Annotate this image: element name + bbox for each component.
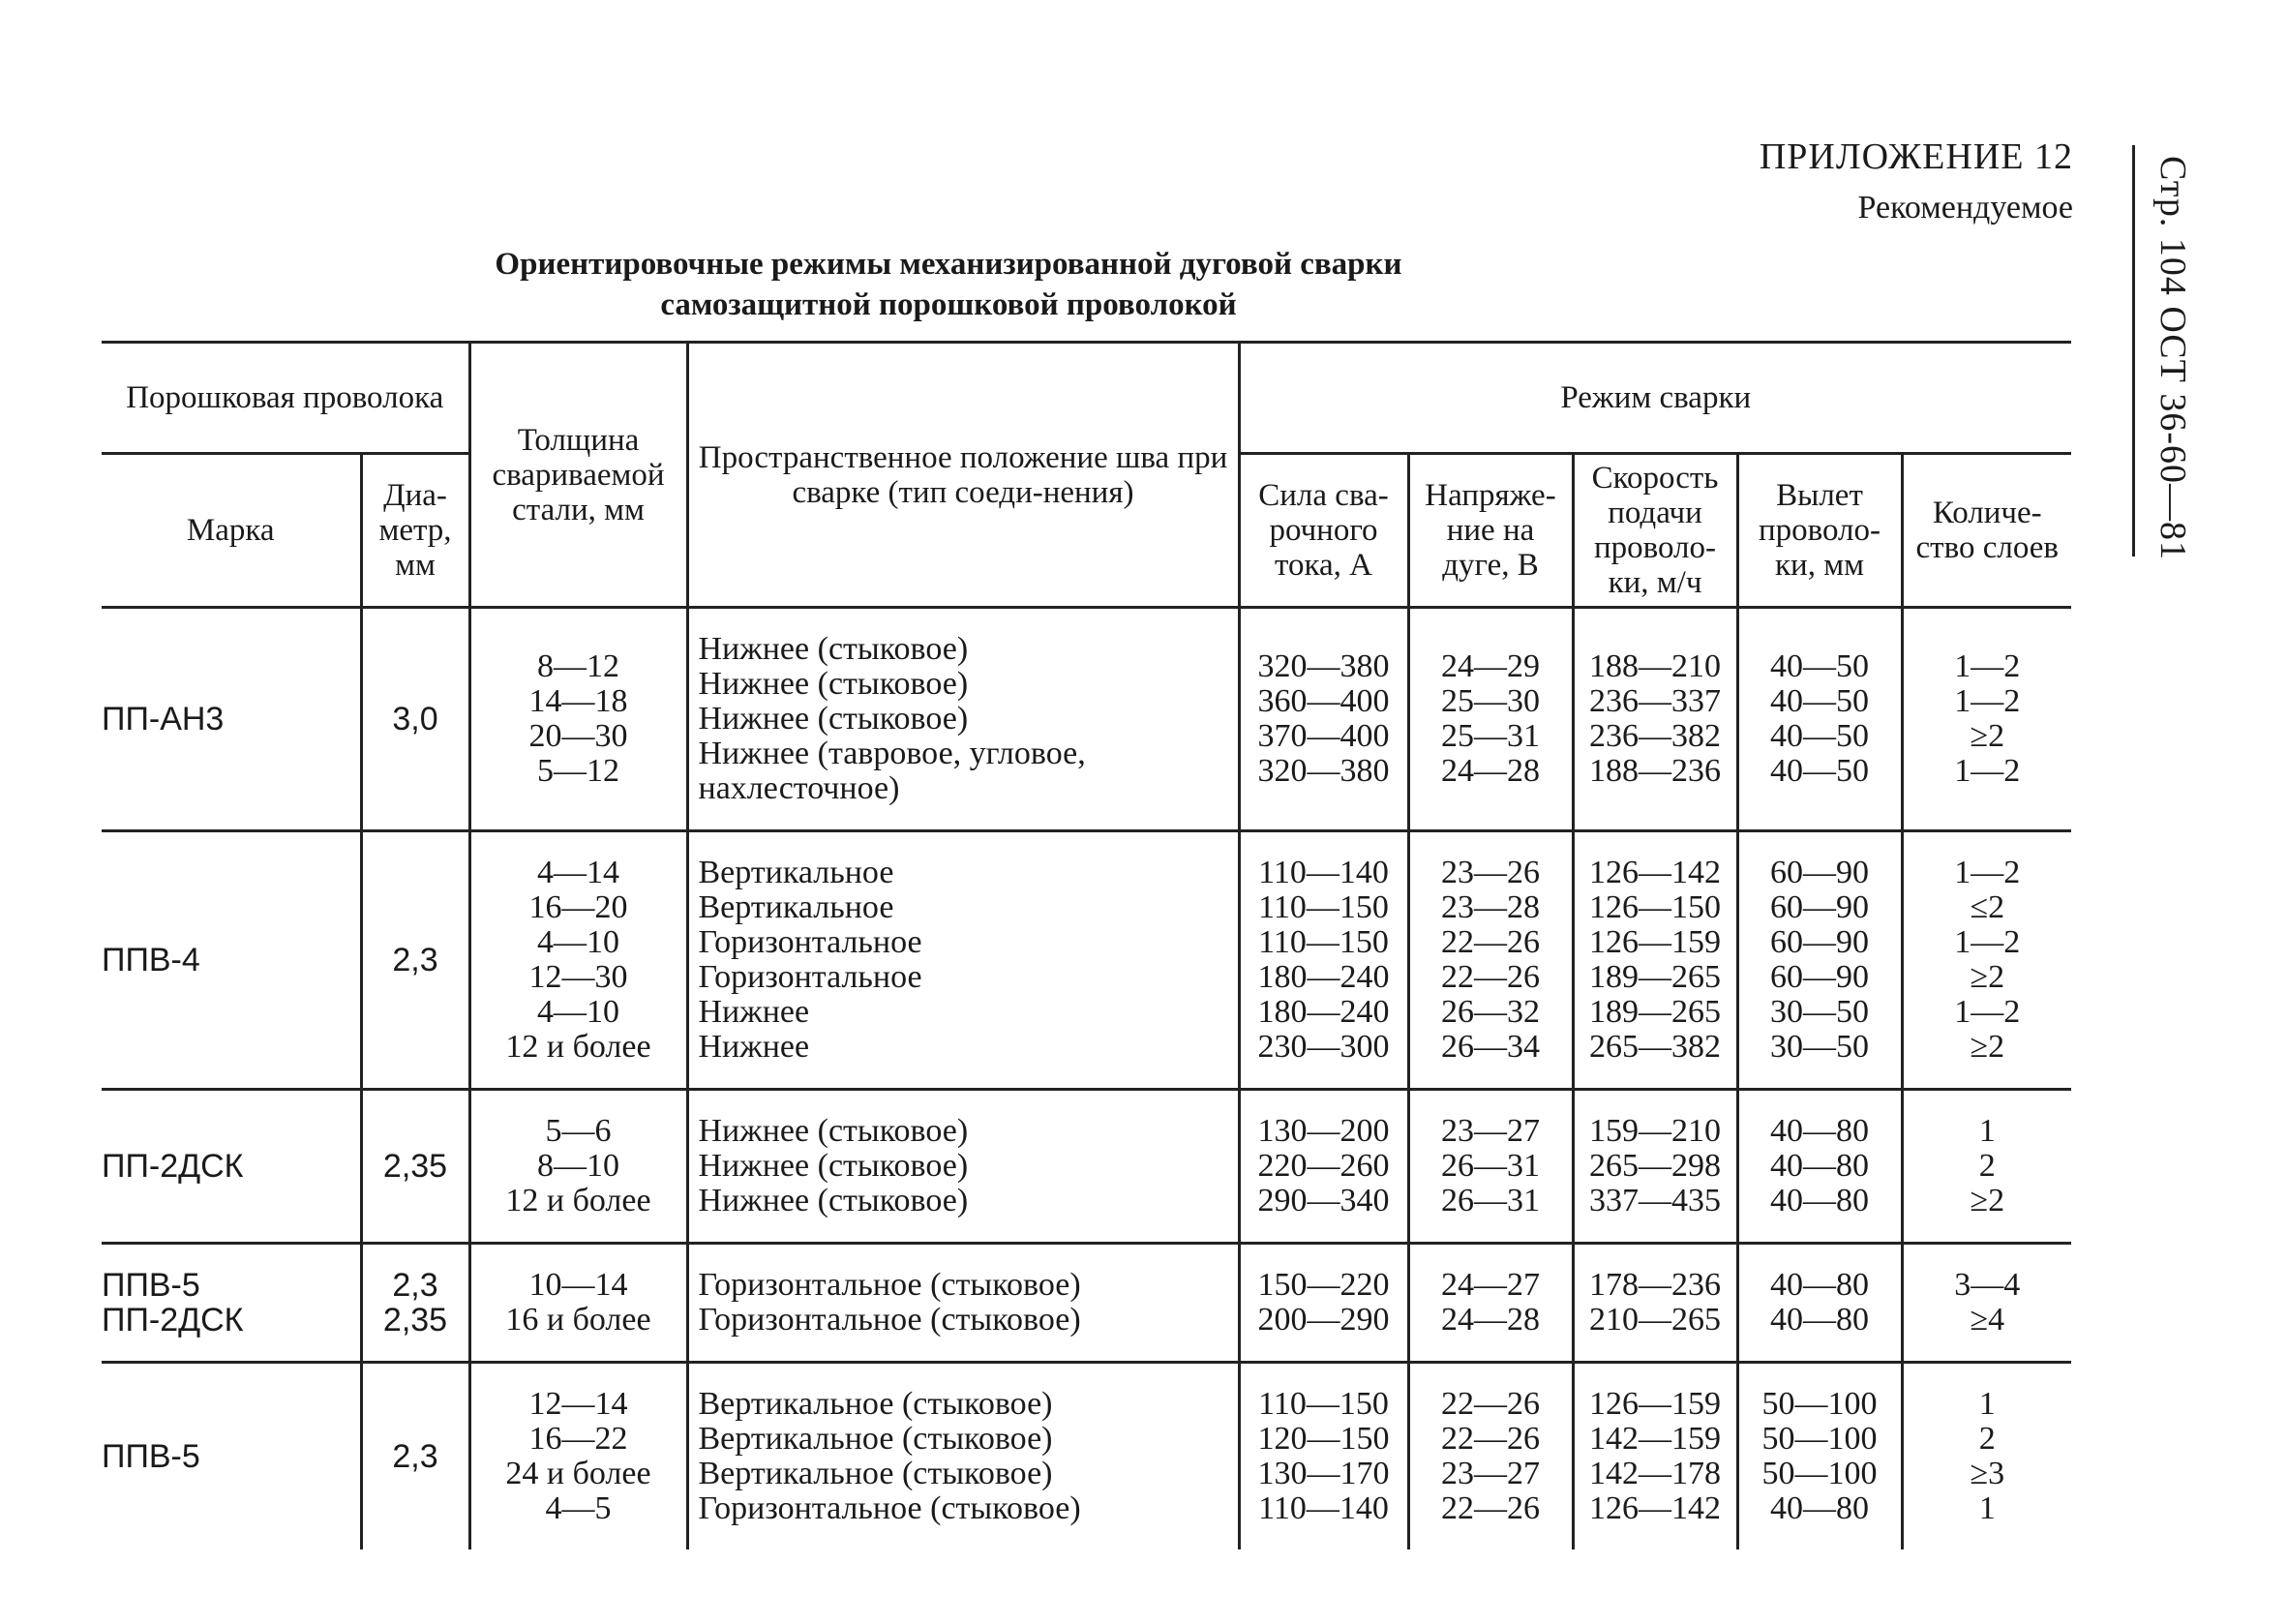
thickness-value: 4—10 <box>537 994 619 1030</box>
cell-feed-speed <box>1573 1244 1737 1363</box>
layers-value: 2 <box>1978 1421 1996 1457</box>
diameter-value: 2,35 <box>382 1148 448 1185</box>
layers-value: ≥3 <box>1970 1456 2005 1491</box>
voltage-value: 23—27 <box>1441 1456 1540 1491</box>
feed-speed-list <box>1584 649 1727 789</box>
thickness-value: 24 и более <box>505 1456 651 1491</box>
thickness-value: 4—10 <box>537 924 619 960</box>
side-document-code: Стр. 104 ОСТ 36-60—81 <box>2152 155 2194 561</box>
position-value: Горизонтальное (стыковое) <box>698 1490 1081 1526</box>
title-line-1: Ориентировочные режимы механизированной дуговой сварки <box>495 247 1402 282</box>
current-value: 110—150 <box>1258 924 1389 960</box>
feed-speed-value: 126—159 <box>1589 924 1721 960</box>
current-list <box>1250 856 1398 1065</box>
welding-modes-table <box>102 341 2071 1549</box>
thickness-value: 12—30 <box>528 959 628 995</box>
table-body <box>102 608 2071 1550</box>
cell-layers <box>1902 1363 2071 1550</box>
layers-list <box>1913 649 2062 789</box>
current-list <box>1250 649 1398 789</box>
position-value: Нижнее (стыковое) <box>698 1113 969 1149</box>
voltage-value: 22—26 <box>1441 1386 1540 1422</box>
table-row <box>102 1363 2071 1550</box>
stickout-list <box>1749 1114 1891 1218</box>
voltage-value: 23—28 <box>1441 889 1540 925</box>
stickout-value: 60—90 <box>1770 855 1869 890</box>
thickness-list <box>481 1268 677 1338</box>
current-value: 200—290 <box>1257 1302 1390 1338</box>
thickness-value: 12 и более <box>505 1183 651 1218</box>
thickness-value: 12—14 <box>528 1386 628 1422</box>
cell-diameter <box>361 1363 469 1550</box>
thickness-value: 5—6 <box>545 1113 612 1149</box>
layers-value: 1—2 <box>1954 753 2021 789</box>
stickout-value: 40—80 <box>1770 1302 1869 1338</box>
diameter-value: 2,3 <box>392 1438 438 1475</box>
feed-speed-value: 265—382 <box>1589 1029 1721 1065</box>
cell-feed-speed <box>1573 608 1737 831</box>
stickout-value: 30—50 <box>1770 1029 1869 1065</box>
cell-current <box>1239 608 1408 831</box>
voltage-value: 24—27 <box>1441 1267 1540 1303</box>
diameter-list <box>373 1149 459 1184</box>
mark-list <box>102 1268 350 1338</box>
position-value: Вертикальное <box>698 855 894 890</box>
feed-speed-list <box>1584 1114 1727 1218</box>
thickness-value: 8—12 <box>537 648 619 684</box>
current-value: 320—380 <box>1257 648 1390 684</box>
diameter-list <box>373 1268 459 1338</box>
voltage-value: 22—26 <box>1441 1490 1540 1526</box>
position-list <box>699 1387 1228 1526</box>
current-list <box>1250 1114 1398 1218</box>
position-value: Нижнее (стыковое) <box>698 666 969 702</box>
feed-speed-value: 126—142 <box>1589 855 1721 890</box>
feed-speed-list <box>1584 1387 1727 1526</box>
diameter-value: 2,3 <box>392 942 438 978</box>
current-value: 230—300 <box>1257 1029 1390 1065</box>
cell-stickout <box>1737 831 1902 1090</box>
mark-value: ППВ-4 <box>102 942 200 978</box>
position-value: Нижнее (стыковое) <box>698 701 969 737</box>
header-voltage: Напряже-ние на дуге, В <box>1408 454 1573 608</box>
thickness-value: 16—22 <box>528 1421 628 1457</box>
position-list <box>699 856 1228 1065</box>
stickout-value: 40—50 <box>1770 683 1869 719</box>
cell-stickout <box>1737 1363 1902 1550</box>
cell-position <box>687 1244 1239 1363</box>
thickness-list <box>481 1387 677 1526</box>
cell-thickness <box>469 1244 687 1363</box>
mark-list <box>102 1149 350 1184</box>
stickout-value: 30—50 <box>1770 994 1869 1030</box>
voltage-list <box>1420 649 1562 789</box>
cell-stickout <box>1737 1244 1902 1363</box>
current-value: 130—170 <box>1257 1456 1390 1491</box>
current-value: 220—260 <box>1257 1148 1390 1184</box>
header-feed-speed: Скорость подачи проволо-ки, м/ч <box>1573 454 1737 608</box>
diameter-list <box>373 1439 459 1474</box>
position-value: Вертикальное (стыковое) <box>698 1386 1053 1422</box>
position-value: Нижнее (стыковое) <box>698 1148 969 1184</box>
layers-value: 1—2 <box>1954 855 2021 890</box>
layers-value: 1—2 <box>1954 683 2021 719</box>
cell-current <box>1239 1244 1408 1363</box>
cell-feed-speed <box>1573 1363 1737 1550</box>
cell-voltage <box>1408 831 1573 1090</box>
cell-thickness <box>469 1363 687 1550</box>
diameter-value: 2,3 <box>392 1267 438 1304</box>
current-value: 370—400 <box>1257 718 1390 754</box>
cell-position <box>687 1363 1239 1550</box>
cell-diameter <box>361 608 469 831</box>
voltage-value: 26—32 <box>1441 994 1540 1030</box>
stickout-value: 50—100 <box>1761 1421 1878 1457</box>
position-list <box>699 632 1228 806</box>
position-value: Вертикальное (стыковое) <box>698 1456 1053 1491</box>
cell-diameter <box>361 1090 469 1244</box>
cell-current <box>1239 1090 1408 1244</box>
layers-value: 3—4 <box>1954 1267 2021 1303</box>
position-list <box>699 1114 1228 1218</box>
current-value: 290—340 <box>1257 1183 1390 1218</box>
feed-speed-list <box>1584 856 1727 1065</box>
stickout-value: 60—90 <box>1770 959 1869 995</box>
recommended-label: Рекомендуемое <box>1857 190 2073 226</box>
cell-layers <box>1902 1244 2071 1363</box>
cell-diameter <box>361 1244 469 1363</box>
layers-list <box>1913 1114 2062 1218</box>
feed-speed-value: 210—265 <box>1589 1302 1721 1338</box>
position-value: Нижнее <box>698 994 810 1030</box>
voltage-list <box>1420 1268 1562 1338</box>
cell-current <box>1239 1363 1408 1550</box>
feed-speed-value: 159—210 <box>1589 1113 1721 1149</box>
table-row <box>102 831 2071 1090</box>
mark-list <box>102 1439 350 1474</box>
table-row <box>102 608 2071 831</box>
current-value: 110—150 <box>1258 889 1389 925</box>
layers-value: 1 <box>1978 1386 1996 1422</box>
mark-value: ПП-2ДСК <box>102 1302 244 1338</box>
header-diameter: Диа-метр, мм <box>361 454 469 608</box>
current-value: 360—400 <box>1257 683 1390 719</box>
feed-speed-value: 142—159 <box>1589 1421 1721 1457</box>
current-value: 110—150 <box>1258 1386 1389 1422</box>
cell-feed-speed <box>1573 831 1737 1090</box>
table-row <box>102 1090 2071 1244</box>
mark-value: ППВ-5 <box>102 1438 200 1475</box>
header-current: Сила сва-рочного тока, А <box>1239 454 1408 608</box>
voltage-value: 23—26 <box>1441 855 1540 890</box>
current-value: 320—380 <box>1257 753 1390 789</box>
layers-value: 1—2 <box>1954 648 2021 684</box>
feed-speed-value: 178—236 <box>1589 1267 1721 1303</box>
current-list <box>1250 1268 1398 1338</box>
stickout-list <box>1749 1268 1891 1338</box>
cell-thickness <box>469 608 687 831</box>
cell-feed-speed <box>1573 1090 1737 1244</box>
position-value: Нижнее (тавровое, угловое, нахлесточное) <box>698 736 1086 806</box>
current-value: 150—220 <box>1257 1267 1390 1303</box>
voltage-value: 26—34 <box>1441 1029 1540 1065</box>
stickout-value: 60—90 <box>1770 889 1869 925</box>
cell-voltage <box>1408 1090 1573 1244</box>
title-line-2: самозащитной порошковой проволокой <box>660 287 1237 322</box>
feed-speed-value: 189—265 <box>1589 959 1721 995</box>
current-value: 130—200 <box>1257 1113 1390 1149</box>
header-layers: Количе-ство слоев <box>1902 454 2071 608</box>
layers-value: ≥4 <box>1970 1302 2005 1338</box>
thickness-value: 8—10 <box>537 1148 619 1184</box>
layers-value: 1—2 <box>1954 924 2021 960</box>
layers-value: ≥2 <box>1970 1029 2005 1065</box>
thickness-value: 4—14 <box>537 855 619 890</box>
header-wire-group: Порошковая проволока <box>102 343 469 454</box>
current-list <box>1250 1387 1398 1526</box>
layers-value: 1—2 <box>1954 994 2021 1030</box>
feed-speed-value: 265—298 <box>1589 1148 1721 1184</box>
layers-list <box>1913 856 2062 1065</box>
feed-speed-value: 188—236 <box>1589 753 1721 789</box>
feed-speed-value: 188—210 <box>1589 648 1721 684</box>
diameter-list <box>373 702 459 737</box>
thickness-value: 4—5 <box>545 1490 612 1526</box>
cell-position <box>687 1090 1239 1244</box>
cell-mark <box>102 1090 361 1244</box>
position-value: Нижнее (стыковое) <box>698 631 969 667</box>
layers-value: ≥2 <box>1970 718 2005 754</box>
appendix-label: ПРИЛОЖЕНИЕ 12 <box>1759 136 2073 177</box>
thickness-value: 12 и более <box>505 1029 651 1065</box>
cell-voltage <box>1408 1363 1573 1550</box>
stickout-value: 60—90 <box>1770 924 1869 960</box>
layers-value: 1 <box>1978 1113 1996 1149</box>
thickness-value: 16 и более <box>505 1302 651 1338</box>
position-list <box>699 1268 1228 1338</box>
header-position: Пространственное положение шва при сварке (тип соеди-нения) <box>687 343 1239 608</box>
voltage-value: 24—29 <box>1441 648 1540 684</box>
layers-value: 1 <box>1978 1490 1996 1526</box>
layers-list <box>1913 1387 2062 1526</box>
feed-speed-value: 337—435 <box>1589 1183 1721 1218</box>
cell-stickout <box>1737 608 1902 831</box>
stickout-value: 50—100 <box>1761 1456 1878 1491</box>
stickout-list <box>1749 856 1891 1065</box>
voltage-value: 25—30 <box>1441 683 1540 719</box>
thickness-list <box>481 1114 677 1218</box>
stickout-value: 40—80 <box>1770 1148 1869 1184</box>
feed-speed-value: 126—159 <box>1589 1386 1721 1422</box>
stickout-value: 40—50 <box>1770 718 1869 754</box>
cell-layers <box>1902 1090 2071 1244</box>
feed-speed-value: 189—265 <box>1589 994 1721 1030</box>
voltage-value: 25—31 <box>1441 718 1540 754</box>
mark-list <box>102 702 350 737</box>
diameter-list <box>373 943 459 977</box>
current-value: 180—240 <box>1257 994 1390 1030</box>
voltage-value: 26—31 <box>1441 1148 1540 1184</box>
cell-position <box>687 608 1239 831</box>
position-value: Нижнее <box>698 1029 810 1065</box>
mark-value: ППВ-5 <box>102 1267 200 1304</box>
voltage-value: 23—27 <box>1441 1113 1540 1149</box>
position-value: Горизонтальное (стыковое) <box>698 1267 1081 1303</box>
cell-layers <box>1902 831 2071 1090</box>
stickout-value: 40—80 <box>1770 1490 1869 1526</box>
stickout-value: 40—80 <box>1770 1183 1869 1218</box>
cell-thickness <box>469 1090 687 1244</box>
stickout-list <box>1749 649 1891 789</box>
stickout-value: 40—80 <box>1770 1267 1869 1303</box>
feed-speed-value: 126—150 <box>1589 889 1721 925</box>
current-value: 110—140 <box>1258 1490 1389 1526</box>
position-value: Нижнее (стыковое) <box>698 1183 969 1218</box>
thickness-value: 16—20 <box>528 889 628 925</box>
mark-value: ПП-2ДСК <box>102 1148 244 1185</box>
feed-speed-value: 236—382 <box>1589 718 1721 754</box>
cell-layers <box>1902 608 2071 831</box>
cell-position <box>687 831 1239 1090</box>
thickness-value: 14—18 <box>528 683 628 719</box>
header-stickout: Вылет проволо-ки, мм <box>1737 454 1902 608</box>
cell-diameter <box>361 831 469 1090</box>
stickout-value: 40—80 <box>1770 1113 1869 1149</box>
voltage-value: 26—31 <box>1441 1183 1540 1218</box>
stickout-list <box>1749 1387 1891 1526</box>
voltage-list <box>1420 856 1562 1065</box>
mark-list <box>102 943 350 977</box>
feed-speed-list <box>1584 1268 1727 1338</box>
voltage-value: 22—26 <box>1441 959 1540 995</box>
header-mark: Марка <box>102 454 361 608</box>
cell-mark <box>102 608 361 831</box>
header-mode-group: Режим сварки <box>1239 343 2071 454</box>
table-row <box>102 1244 2071 1363</box>
thickness-value: 5—12 <box>537 753 619 789</box>
cell-voltage <box>1408 608 1573 831</box>
layers-value: ≤2 <box>1970 889 2005 925</box>
mark-value: ПП-АН3 <box>102 701 225 737</box>
stickout-value: 40—50 <box>1770 753 1869 789</box>
diameter-value: 2,35 <box>382 1302 448 1338</box>
cell-thickness <box>469 831 687 1090</box>
cell-stickout <box>1737 1090 1902 1244</box>
thickness-value: 10—14 <box>528 1267 628 1303</box>
voltage-value: 22—26 <box>1441 1421 1540 1457</box>
position-value: Вертикальное <box>698 889 894 925</box>
layers-value: 2 <box>1978 1148 1996 1184</box>
stickout-value: 50—100 <box>1761 1386 1878 1422</box>
current-value: 110—140 <box>1258 855 1389 890</box>
thickness-value: 20—30 <box>528 718 628 754</box>
cell-current <box>1239 831 1408 1090</box>
cell-mark <box>102 831 361 1090</box>
current-value: 120—150 <box>1257 1421 1390 1457</box>
thickness-list <box>481 649 677 789</box>
position-value: Горизонтальное <box>698 924 922 960</box>
position-value: Горизонтальное <box>698 959 922 995</box>
thickness-list <box>481 856 677 1065</box>
layers-value: ≥2 <box>1970 1183 2005 1218</box>
voltage-list <box>1420 1387 1562 1526</box>
voltage-list <box>1420 1114 1562 1218</box>
cell-mark <box>102 1363 361 1550</box>
welding-modes-table-wrapper <box>102 341 2071 1549</box>
feed-speed-value: 236—337 <box>1589 683 1721 719</box>
layers-list <box>1913 1268 2062 1338</box>
position-value: Горизонтальное (стыковое) <box>698 1302 1081 1338</box>
diameter-value: 3,0 <box>392 701 438 737</box>
voltage-value: 24—28 <box>1441 1302 1540 1338</box>
header-thickness: Толщина свариваемой стали, мм <box>469 343 687 608</box>
cell-mark <box>102 1244 361 1363</box>
stickout-value: 40—50 <box>1770 648 1869 684</box>
feed-speed-value: 126—142 <box>1589 1490 1721 1526</box>
voltage-value: 24—28 <box>1441 753 1540 789</box>
layers-value: ≥2 <box>1970 959 2005 995</box>
feed-speed-value: 142—178 <box>1589 1456 1721 1491</box>
position-value: Вертикальное (стыковое) <box>698 1421 1053 1457</box>
current-value: 180—240 <box>1257 959 1390 995</box>
voltage-value: 22—26 <box>1441 924 1540 960</box>
table-title <box>484 244 1413 325</box>
cell-voltage <box>1408 1244 1573 1363</box>
